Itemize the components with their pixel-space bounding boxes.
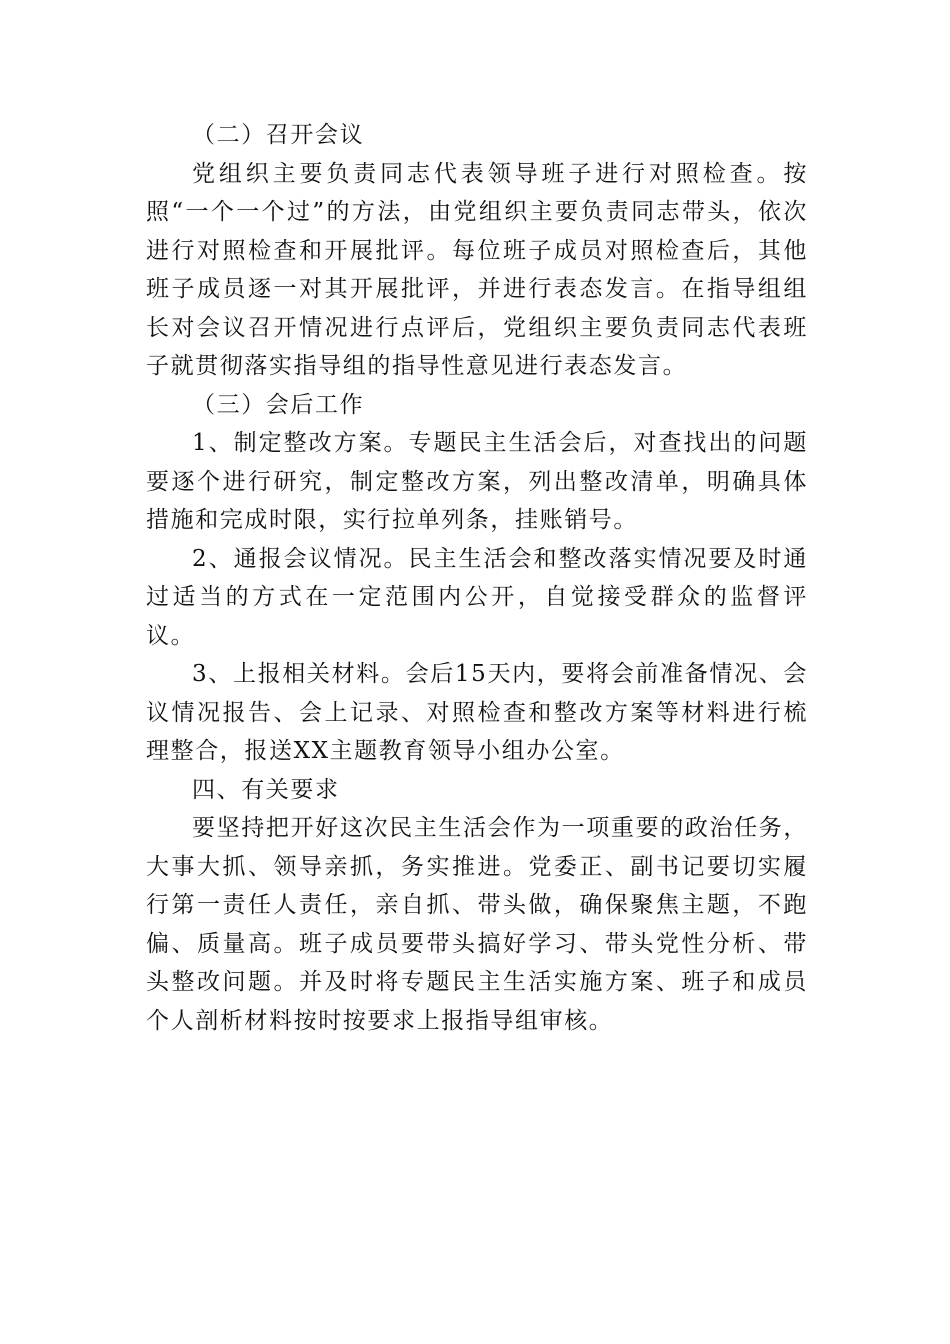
section-heading-convene-meeting: （二）召开会议 (192, 122, 365, 148)
section-heading-requirements: 四、有关要求 (192, 776, 340, 803)
paragraph-rectification-plan: 1、制定整改方案。专题民主生活会后，对查找出的问题要逐个进行研究，制定整改方案，列出整改清单，明确具体措施和完成时限，实行拉单列条，挂账销号。 (146, 430, 808, 533)
section-heading-post-meeting-work: （三）会后工作 (192, 391, 365, 418)
paragraph-submit-materials: 3、上报相关材料。会后15天内，要将会前准备情况、会议情况报告、会上记录、对照检查和整改方案等材料进行梳理整合，报送XX主题教育领导小组办公室。 (146, 661, 808, 764)
paragraph-meeting-notification: 2、通报会议情况。民主生活会和整改落实情况要及时通过适当的方式在一定范围内公开，自觉接受群众的监督评议。 (146, 545, 808, 649)
paragraph-convene-meeting: 党组织主要负责同志代表领导班子进行对照检查。按照“一个一个过”的方法，由党组织主要负责同志带头，依次进行对照检查和开展批评。每位班子成员对照检查后，其他班子成员逐一对其开展批评，并进行表态发言。在指导组组长对会议召开情况进行点评后，党组织主要负责同志代表班子就贯彻落实指导组的指导性意见进行表态发言。 (146, 160, 808, 379)
document-body (146, 116, 808, 1040)
paragraph-requirements: 要坚持把开好这次民主生活会作为一项重要的政治任务，大事大抓、领导亲抓，务实推进。党委正、副书记要切实履行第一责任人责任，亲自抓、带头做，确保聚焦主题，不跑偏、质量高。班子成员要带头搞好学习、带头党性分析、带头整改问题。并及时将专题民主生活实施方案、班子和成员个人剖析材料按时按要求上报指导组审核。 (146, 815, 808, 1034)
